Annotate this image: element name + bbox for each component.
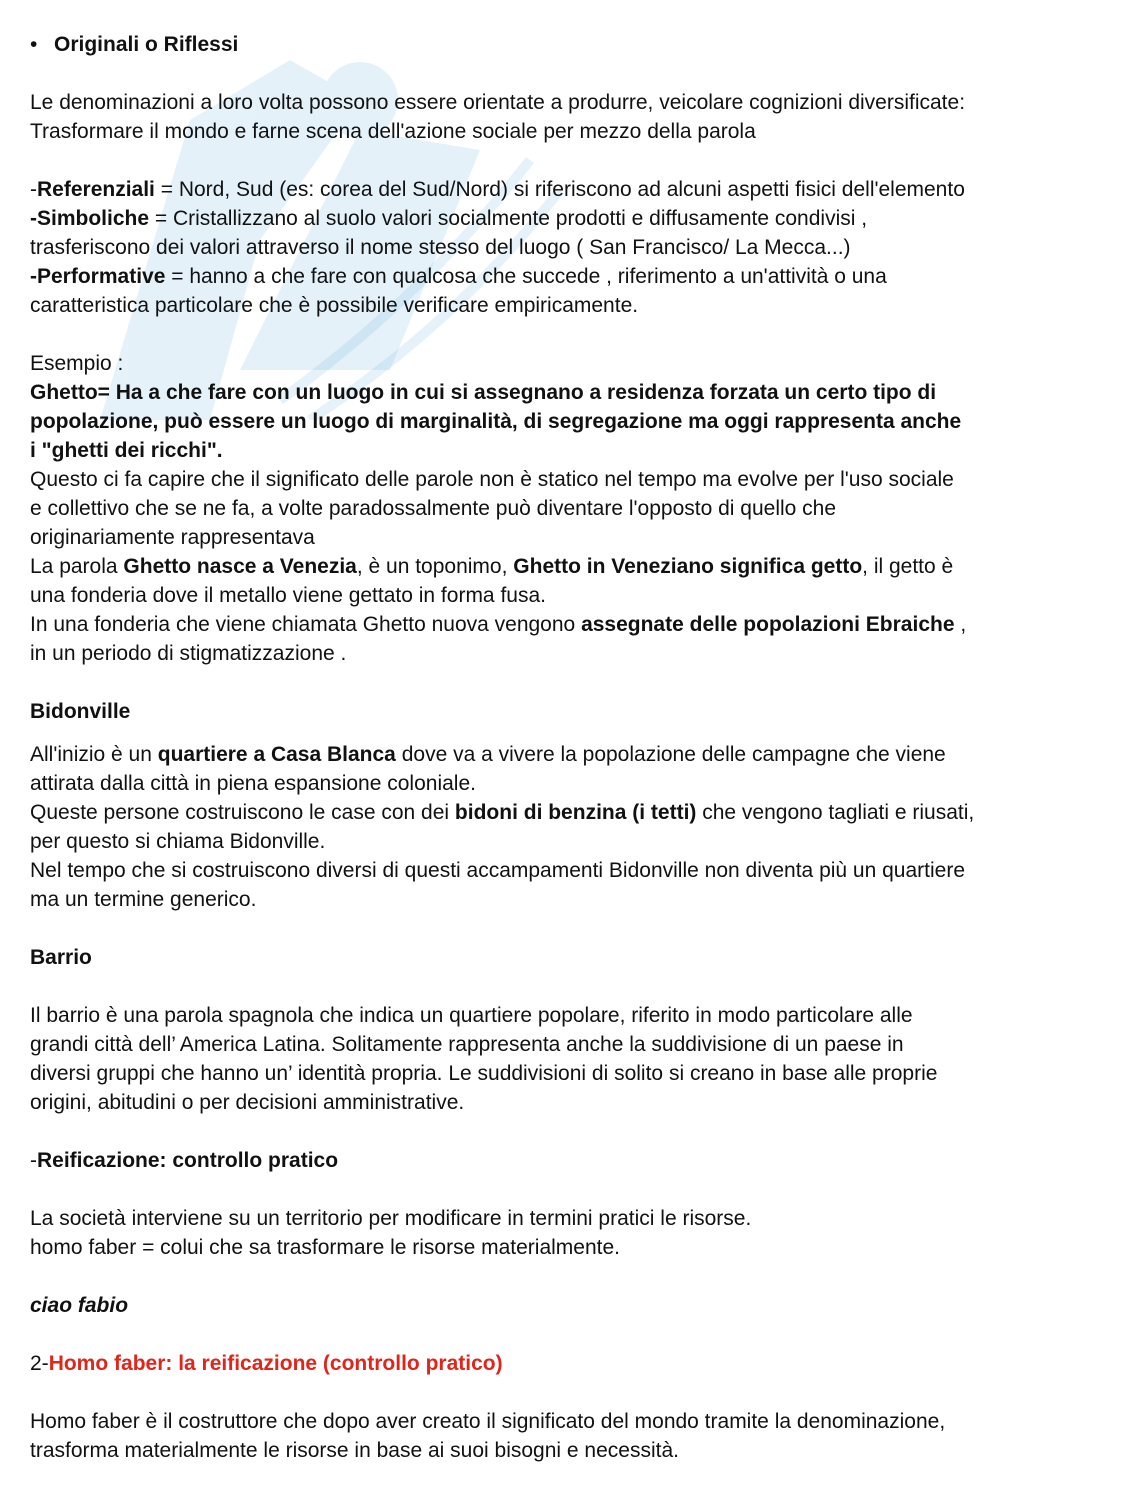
- barrio-title: Barrio: [30, 946, 92, 969]
- barrio-line: diversi gruppi che hanno un’ identità propria. Le suddivisioni di solito si creano in base alle proprie: [30, 1062, 938, 1085]
- bidonville-line: attirata dalla città in piena espansione coloniale.: [30, 772, 476, 795]
- intro-line: Trasformare il mondo e farne scena dell'azione sociale per mezzo della parola: [30, 120, 756, 143]
- section2-line: trasforma materialmente le risorse in base ai suoi bisogni e necessità.: [30, 1439, 679, 1462]
- type-performative: -Performative = hanno a che fare con qualcosa che succede , riferimento a un'attività o una: [30, 265, 887, 288]
- bidonville-line: per questo si chiama Bidonville.: [30, 830, 326, 853]
- section2-line: Homo faber è il costruttore che dopo aver creato il significato del mondo tramite la denominazione,: [30, 1410, 946, 1433]
- example-label: Esempio :: [30, 352, 124, 375]
- section-heading: [30, 30, 1118, 59]
- type-performative-cont: caratteristica particolare che è possibile verificare empiricamente.: [30, 294, 639, 317]
- foundry-line: In una fonderia che viene chiamata Ghetto nuova vengono assegnate delle popolazioni Ebraiche ,: [30, 613, 967, 636]
- bidonville-line: ma un termine generico.: [30, 888, 257, 911]
- type-referenziali: -Referenziali = Nord, Sud (es: corea del Sud/Nord) si riferiscono ad alcuni aspetti fisici dell'elemento: [30, 178, 965, 201]
- bidonville-title: Bidonville: [30, 700, 131, 723]
- reification-line: La società interviene su un territorio per modificare in termini pratici le risorse.: [30, 1207, 752, 1230]
- bullet-icon: •: [30, 33, 38, 56]
- meaning-line: originariamente rappresentava: [30, 526, 315, 549]
- note-text: ciao fabio: [30, 1294, 129, 1317]
- type-simboliche: -Simboliche = Cristallizzano al suolo valori socialmente prodotti e diffusamente condivisi ,: [30, 207, 868, 230]
- intro-line: Le denominazioni a loro volta possono essere orientate a produrre, veicolare cognizioni diversificate:: [30, 91, 966, 114]
- meaning-line: e collettivo che se ne fa, a volte paradossalmente può diventare l'opposto di quello che: [30, 497, 837, 520]
- example-definition: i "ghetti dei ricchi".: [30, 439, 223, 462]
- example-definition: popolazione, può essere un luogo di marginalità, di segregazione ma oggi rappresenta anche: [30, 410, 962, 433]
- bidonville-line: Nel tempo che si costruiscono diversi di questi accampamenti Bidonville non diventa più un quartiere: [30, 859, 966, 882]
- term-simboliche: -Simboliche: [30, 207, 150, 230]
- section-heading-title: Originali o Riflessi: [54, 33, 239, 56]
- barrio-line: Il barrio è una parola spagnola che indica un quartiere popolare, riferito in modo particolare alle: [30, 1004, 913, 1027]
- example-definition: Ghetto= Ha a che fare con un luogo in cui si assegnano a residenza forzata un certo tipo di: [30, 381, 937, 404]
- foundry-line: in un periodo di stigmatizzazione .: [30, 642, 347, 665]
- meaning-line: Questo ci fa capire che il significato delle parole non è statico nel tempo ma evolve per l'uso sociale: [30, 468, 954, 491]
- term-referenziali: Referenziali: [37, 178, 155, 201]
- section2-title: 2-Homo faber: la reificazione (controllo pratico): [30, 1352, 503, 1375]
- venice-line: una fonderia dove il metallo viene gettato in forma fusa.: [30, 584, 546, 607]
- term-performative: -Performative: [30, 265, 166, 288]
- barrio-line: origini, abitudini o per decisioni amministrative.: [30, 1091, 465, 1114]
- bidonville-line: All'inizio è un quartiere a Casa Blanca dove va a vivere la popolazione delle campagne che viene: [30, 743, 946, 766]
- reification-line: homo faber = colui che sa trasformare le risorse materialmente.: [30, 1236, 620, 1259]
- bidonville-line: Queste persone costruiscono le case con dei bidoni di benzina (i tetti) che vengono tagliati e riusati,: [30, 801, 975, 824]
- venice-line: La parola Ghetto nasce a Venezia, è un toponimo, Ghetto in Veneziano significa getto, il getto è: [30, 555, 954, 578]
- reification-title: -Reificazione: controllo pratico: [30, 1149, 339, 1172]
- type-simboliche-cont: trasferiscono dei valori attraverso il nome stesso del luogo ( San Francisco/ La Mecca...): [30, 236, 851, 259]
- barrio-line: grandi città dell’ America Latina. Solitamente rappresenta anche la suddivisione di un paese in: [30, 1033, 904, 1056]
